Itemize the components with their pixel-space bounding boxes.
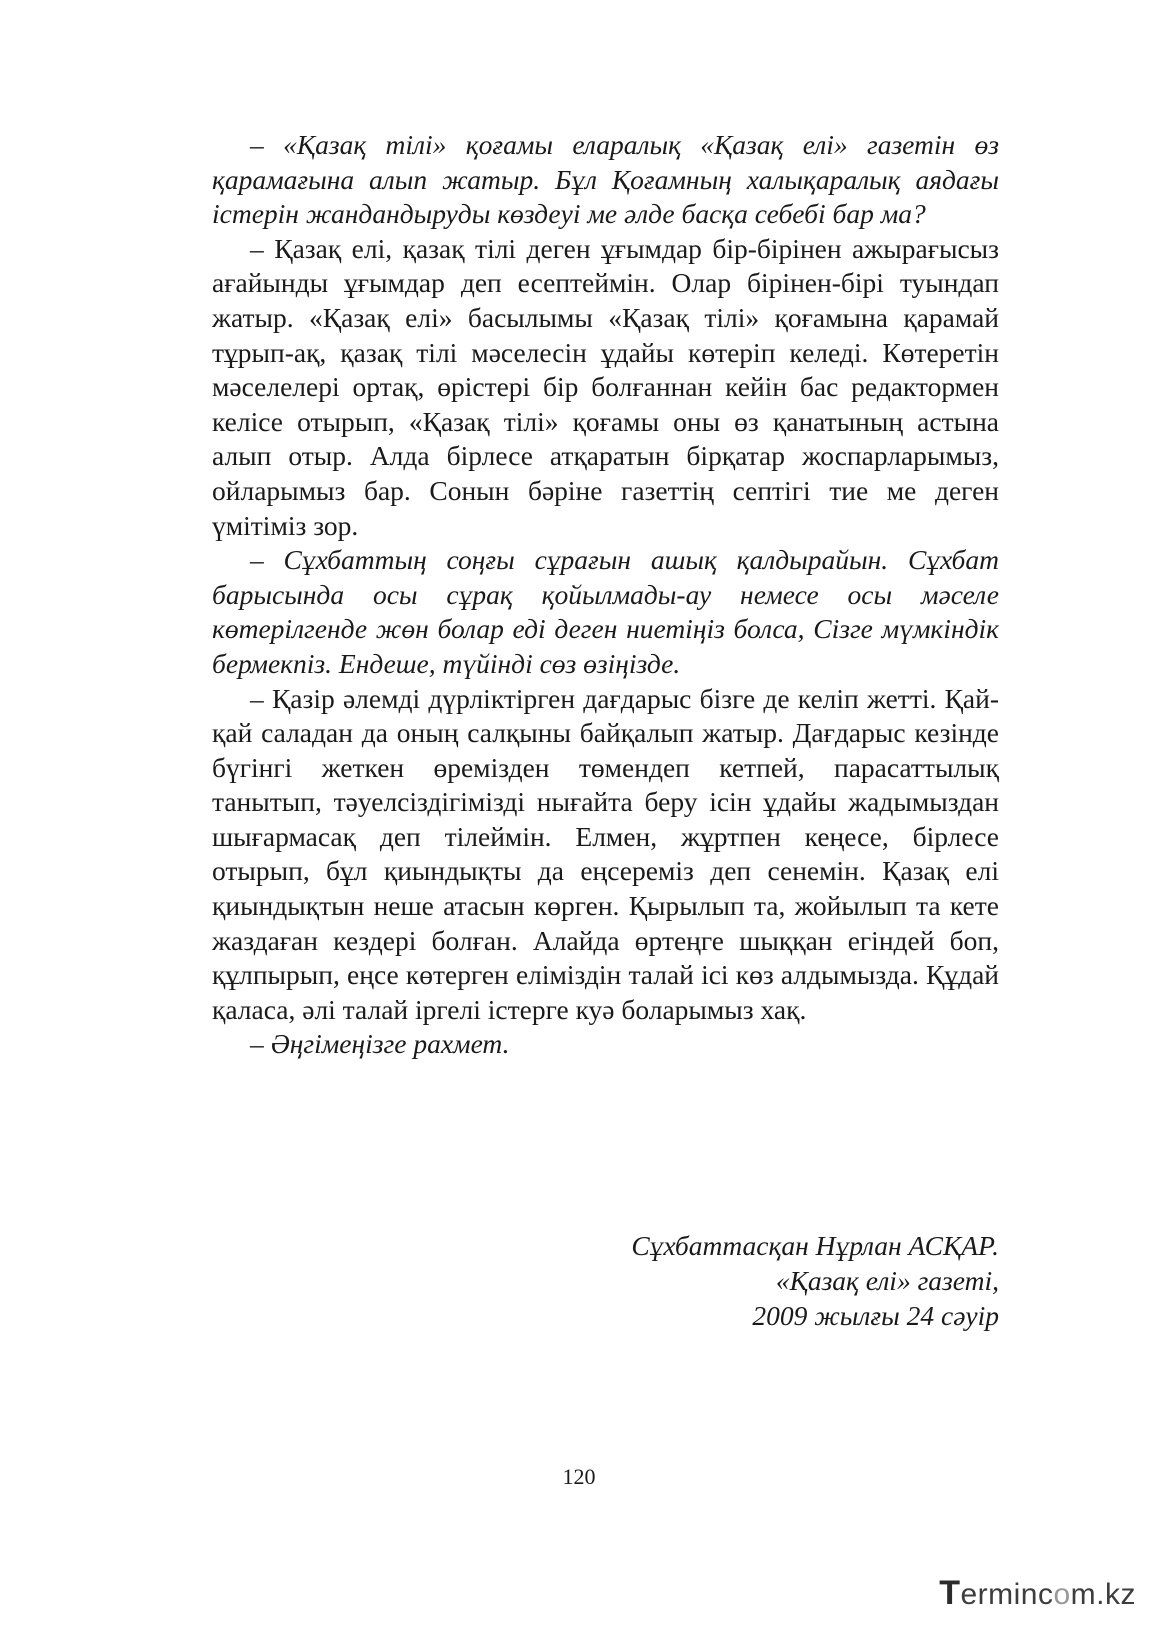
signature-date: 2009 жылғы 24 сәуір [752,1300,999,1331]
interview-question-2: – Сұхбаттың соңғы сұрағын ашық қалдырайын. Сұхбат барысында осы сұрақ қойылмады-ау немесе осы мәселе көтерілгенде жөн болар еді деген ниетіңіз болса, Сізге мүмкіндік бермекпіз. Ендеше, түйінді сөз өзіңізде. [212,544,999,679]
page-number: 120 [562,1464,596,1489]
signature-author: Сұхбаттасқан Нұрлан АСҚАР. [631,1230,999,1261]
interview-answer-1: – Қазақ елі, қазақ тілі деген ұғымдар бір-бірінен ажырағысыз ағайынды ұғымдар деп есептеймін. Олар бірінен-бірі туындап жатыр. «Қазақ елі» басылымы «Қазақ тілі» қоғамына қарамай тұрып-ақ, қазақ тілі мәселесін ұдайы көтеріп келеді. Көтеретін мәселелері ортақ, өрістері бір болғаннан кейін бас редактормен келісе отырып, «Қазақ тілі» қоғамы оны өз қанатының астына алып отыр. Алда бірлесе атқаратын бірқатар жоспарларымыз, ойларымыз бар. Сонын бәріне газеттің септігі тие ме деген үмітіміз зор. [212,232,999,541]
watermark-o: o [1053,1578,1071,1611]
interview-closing: – Әңгімеңізге рахмет. [250,1028,510,1060]
signature-block [631,1228,999,1333]
interview-question-1: – «Қазақ тілі» қоғамы еларалық «Қазақ елі» газетін өз қарамағына алып жатыр. Бұл Қоғамның халықаралық аядағы істерін жандандыруды көздеуі ме әлде басқа себебі бар ма? [212,129,999,230]
page-body [212,128,999,1062]
signature-source: «Қазақ елі» газеті, [775,1265,999,1296]
watermark-t: T [939,1574,961,1612]
watermark-middle: erminc [960,1578,1054,1611]
termincom-watermark [939,1574,1136,1613]
interview-answer-2: – Қазір әлемді дүрліктірген дағдарыс бізге де келіп жетті. Қай-қай саладан да оның салқыны байқалып жатыр. Дағдарыс кезінде бүгінгі жеткен өремізден төмендеп кетпей, парасаттылық танытып, тәуелсіздігімізді нығайта беру ісін ұдайы жадымыздан шығармасақ деп тілеймін. Елмен, жұртпен кеңесе, бірлесе отырып, бұл қиындықты да еңсереміз деп сенемін. Қазақ елі қиындықтын неше атасын көрген. Қырылып та, жойылып та кете жаздаған кездері болған. Алайда өртеңге шыққан егіндей боп, құлпырып, еңсе көтерген еліміздін талай ісі көз алдымызда. Құдай қаласа, әлі талай іргелі істерге куә боларымыз хақ. [212,682,999,1025]
watermark-end: m.kz [1070,1578,1136,1611]
